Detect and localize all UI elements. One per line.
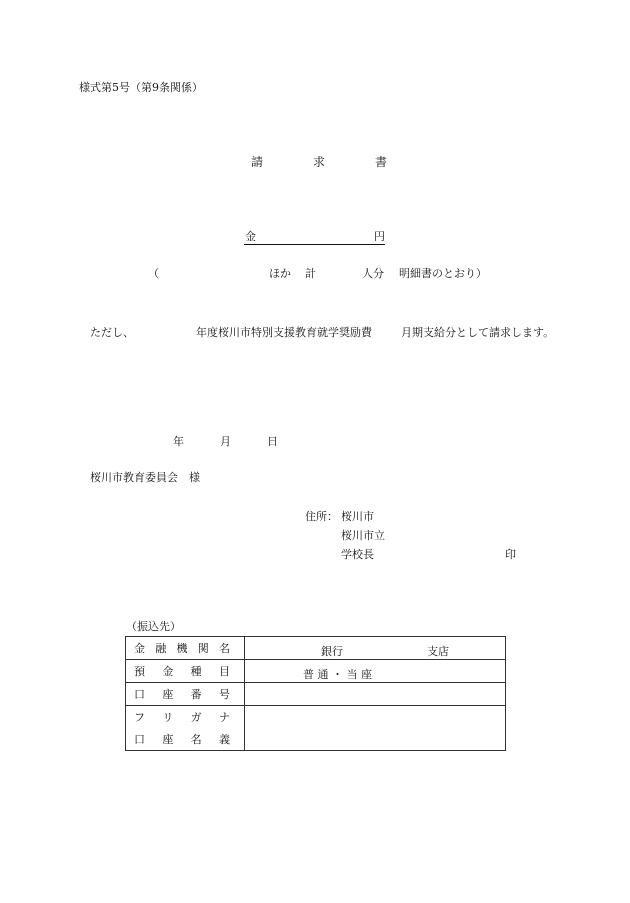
furigana-label: フ リ ガ ナ	[134, 711, 230, 724]
title-char: 求	[313, 155, 326, 169]
account-type-options: 普 通 ・ 当 座	[303, 668, 372, 681]
address-city: 桜川市	[341, 510, 374, 523]
addressee: 桜川市教育委員会 様	[90, 471, 200, 484]
principal-title: 学校長	[341, 548, 374, 561]
document-title	[251, 156, 387, 168]
account-type-value[interactable]	[245, 660, 506, 683]
transfer-heading: （振込先）	[126, 620, 181, 633]
table-row	[126, 660, 506, 683]
table-row	[126, 683, 506, 706]
bank-suffix: 銀行	[321, 645, 343, 658]
date-line	[173, 436, 283, 449]
claim-statement	[79, 322, 565, 343]
seal-mark: 印	[505, 548, 516, 561]
amount-line	[244, 231, 385, 245]
account-name-value[interactable]	[245, 706, 506, 751]
branch-suffix: 支店	[427, 645, 449, 658]
date-month: 月	[220, 435, 231, 448]
count-line	[148, 268, 488, 281]
date-year: 年	[173, 435, 184, 448]
count-kei: 計	[305, 267, 316, 280]
statement-part1: ただし、	[90, 326, 134, 339]
holder-name-label: 口 座 名 義	[134, 733, 230, 746]
table-row	[126, 637, 506, 660]
account-number-label: 口 座 番 号	[126, 683, 245, 706]
statement-part2: 年度桜川市特別支援教育就学奨励費	[196, 326, 372, 339]
count-ninbun: 人分	[362, 267, 384, 280]
institution-label: 金 融 機 関 名	[126, 637, 245, 660]
statement-part3: 月期支給分として請求します。	[401, 326, 555, 339]
account-number-value[interactable]	[245, 683, 506, 706]
date-day: 日	[267, 435, 278, 448]
account-name-label	[126, 706, 245, 751]
title-char: 請	[251, 155, 264, 169]
count-hoka: ほか	[269, 267, 291, 280]
form-number: 様式第5号（第9条関係）	[79, 81, 203, 94]
institution-value[interactable]	[245, 637, 506, 660]
address-block	[305, 511, 520, 571]
table-row	[126, 706, 506, 751]
amount-prefix: 金	[245, 230, 256, 243]
bank-transfer-table	[125, 636, 506, 751]
amount-suffix: 円	[374, 230, 385, 243]
account-type-label: 預 金 種 目	[126, 660, 245, 683]
count-open-paren: （	[148, 267, 159, 280]
count-meisai: 明細書のとおり）	[399, 267, 487, 280]
title-char: 書	[375, 155, 388, 169]
address-label: 住所：	[305, 510, 338, 523]
school-name: 桜川市立	[341, 529, 385, 542]
